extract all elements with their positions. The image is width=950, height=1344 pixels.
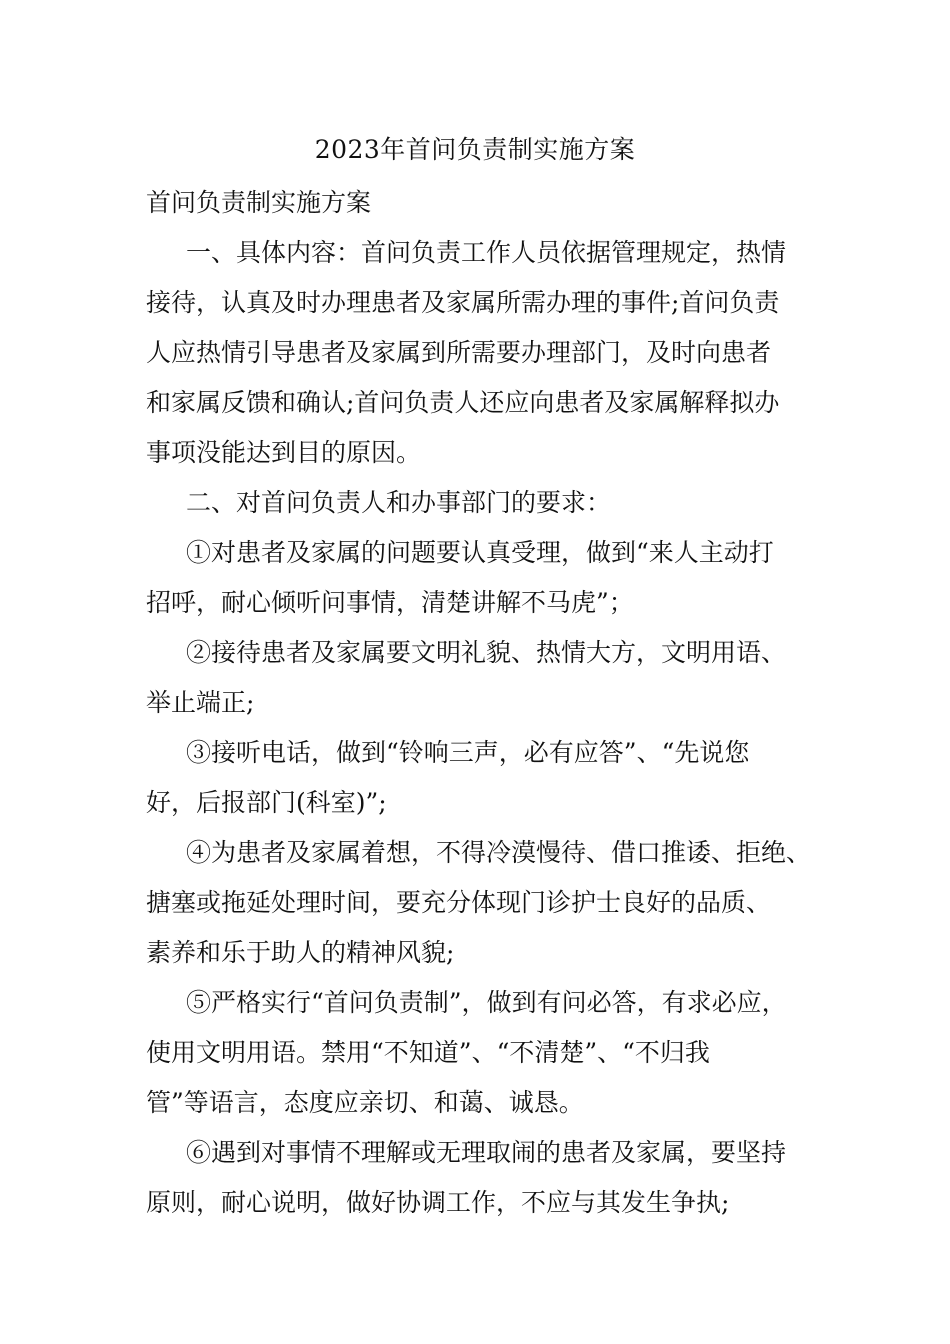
text-line: 搪塞或拖延处理时间，要充分体现门诊护士良好的品质、 — [146, 888, 772, 917]
text-line: ①对患者及家属的问题要认真受理，做到“来人主动打 — [186, 538, 774, 567]
text-line: ⑥遇到对事情不理解或无理取闹的患者及家属，要坚持 — [186, 1138, 787, 1167]
text-line: 管”等语言，态度应亲切、和蔼、诚恳。 — [146, 1088, 584, 1117]
text-line: 首问负责制实施方案 — [146, 188, 372, 217]
text-line: ④为患者及家属着想，不得冷漠慢待、借口推诿、拒绝、 — [186, 838, 812, 867]
text-line: 二、对首问负责人和办事部门的要求： — [186, 488, 612, 517]
text-line: 使用文明用语。禁用“不知道”、“不清楚”、“不归我 — [146, 1038, 710, 1067]
text-line: 素养和乐于助人的精神风貌; — [146, 938, 455, 967]
text-line: 事项没能达到目的原因。 — [146, 438, 422, 467]
text-line: 招呼，耐心倾听问事情，清楚讲解不马虎”； — [146, 588, 634, 617]
document-title: 2023年首问负责制实施方案 — [314, 135, 636, 164]
text-line: 原则，耐心说明，做好协调工作，不应与其发生争执; — [146, 1188, 730, 1217]
text-line: 一、具体内容：首问负责工作人员依据管理规定，热情 — [186, 238, 787, 267]
text-line: 和家属反馈和确认;首问负责人还应向患者及家属解释拟办 — [146, 388, 780, 417]
text-line: 接待，认真及时办理患者及家属所需办理的事件;首问负责 — [146, 288, 780, 317]
text-line: ③接听电话，做到“铃响三声，必有应答”、“先说您 — [186, 738, 750, 767]
text-line: 好，后报部门(科室)”; — [146, 788, 387, 817]
text-line: 人应热情引导患者及家属到所需要办理部门，及时向患者 — [146, 338, 772, 367]
document-body — [146, 178, 816, 1228]
text-line: ⑤严格实行“首问负责制”，做到有问必答，有求必应， — [186, 988, 787, 1017]
text-line: 举止端正; — [146, 688, 255, 717]
text-line: ②接待患者及家属要文明礼貌、热情大方，文明用语、 — [186, 638, 787, 667]
